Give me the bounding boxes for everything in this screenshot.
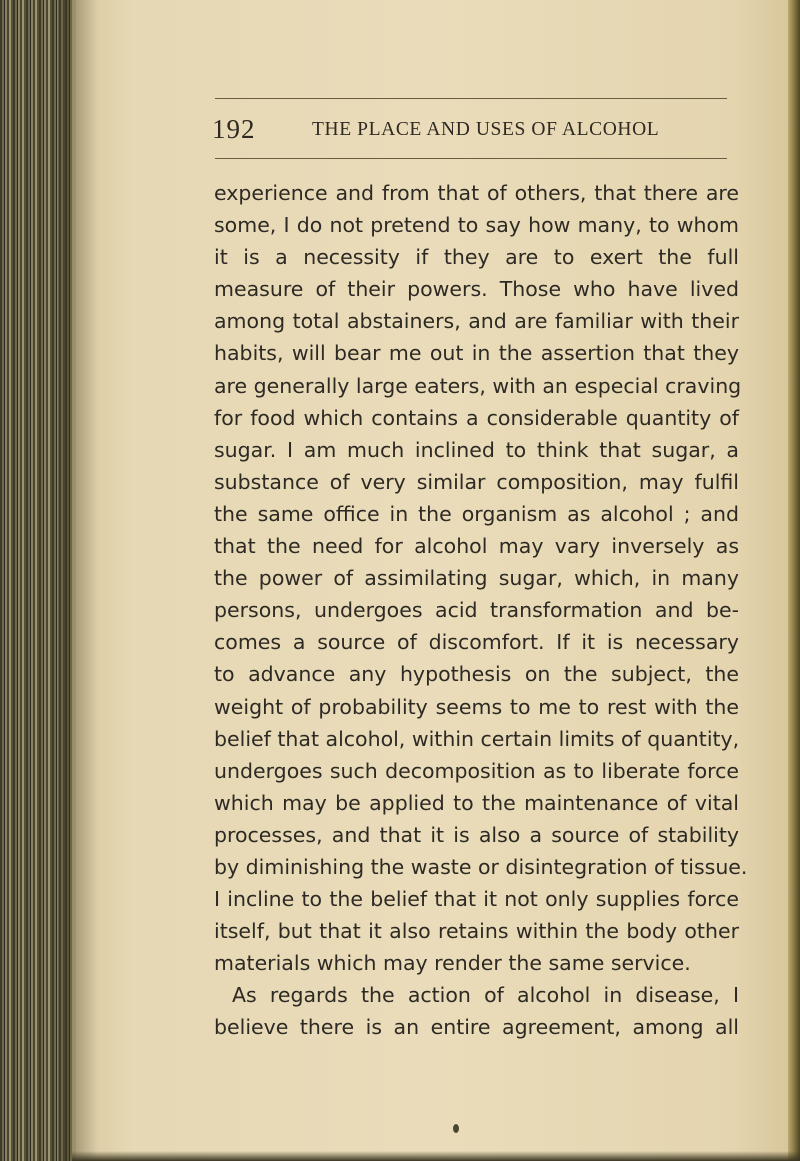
page-number: 192 xyxy=(212,114,256,144)
text-line: to advance any hypothesis on the subject, the xyxy=(214,662,739,687)
text-line: materials which may render the same service. xyxy=(214,951,691,976)
text-line: processes, and that it is also a source of stability xyxy=(214,822,739,847)
text-line: itself, but that it also retains within the body other xyxy=(214,919,739,944)
text-line: comes a source of discomfort. If it is necessary xyxy=(214,630,739,655)
text-line: habits, will bear me out in the assertion that they xyxy=(214,341,739,366)
page-edge-right xyxy=(788,0,800,1161)
text-line: belief that alcohol, within certain limits of quantity, xyxy=(214,726,740,751)
text-line: for food which contains a considerable quantity of xyxy=(214,405,739,430)
text-line: the power of assimilating sugar, which, in many xyxy=(214,566,739,591)
text-line: by diminishing the waste or disintegration of tissue. xyxy=(214,854,748,879)
page-edge-bottom xyxy=(72,1151,800,1161)
text-line: substance of very similar composition, may fulfil xyxy=(214,469,739,494)
text-line: the same office in the organism as alcohol ; and xyxy=(214,501,739,526)
ink-speck xyxy=(453,1124,459,1133)
text-line: experience and from that of others, that there are xyxy=(214,181,739,205)
header-rule-bottom xyxy=(215,158,727,159)
text-line: among total abstainers, and are familiar with their xyxy=(214,309,739,334)
text-line: are generally large eaters, with an especial craving xyxy=(214,373,742,398)
header-rule-top xyxy=(215,98,727,99)
text-line: believe there is an entire agreement, among all xyxy=(214,1015,739,1040)
running-head xyxy=(212,112,732,146)
text-line: I incline to the belief that it not only supplies force xyxy=(214,887,739,912)
text-line: measure of their powers. Those who have lived xyxy=(214,277,739,302)
running-head-title: THE PLACE AND USES OF ALCOHOL xyxy=(312,119,660,140)
text-line: it is a necessity if they are to exert the full xyxy=(214,245,739,270)
text-line: persons, undergoes acid transformation and be- xyxy=(214,598,739,623)
text-line: that the need for alcohol may vary inversely as xyxy=(214,534,739,559)
text-line: undergoes such decomposition as to liberate force xyxy=(214,758,739,783)
text-line: some, I do not pretend to say how many, to whom xyxy=(214,213,739,238)
text-line: As regards the action of alcohol in disease, I xyxy=(232,983,739,1008)
text-line: weight of probability seems to me to rest with the xyxy=(214,694,739,719)
body-text xyxy=(214,177,748,1044)
text-line: sugar. I am much inclined to think that sugar, a xyxy=(214,437,739,462)
text-line: which may be applied to the maintenance of vital xyxy=(214,790,739,815)
gutter-shadow xyxy=(58,0,98,1161)
